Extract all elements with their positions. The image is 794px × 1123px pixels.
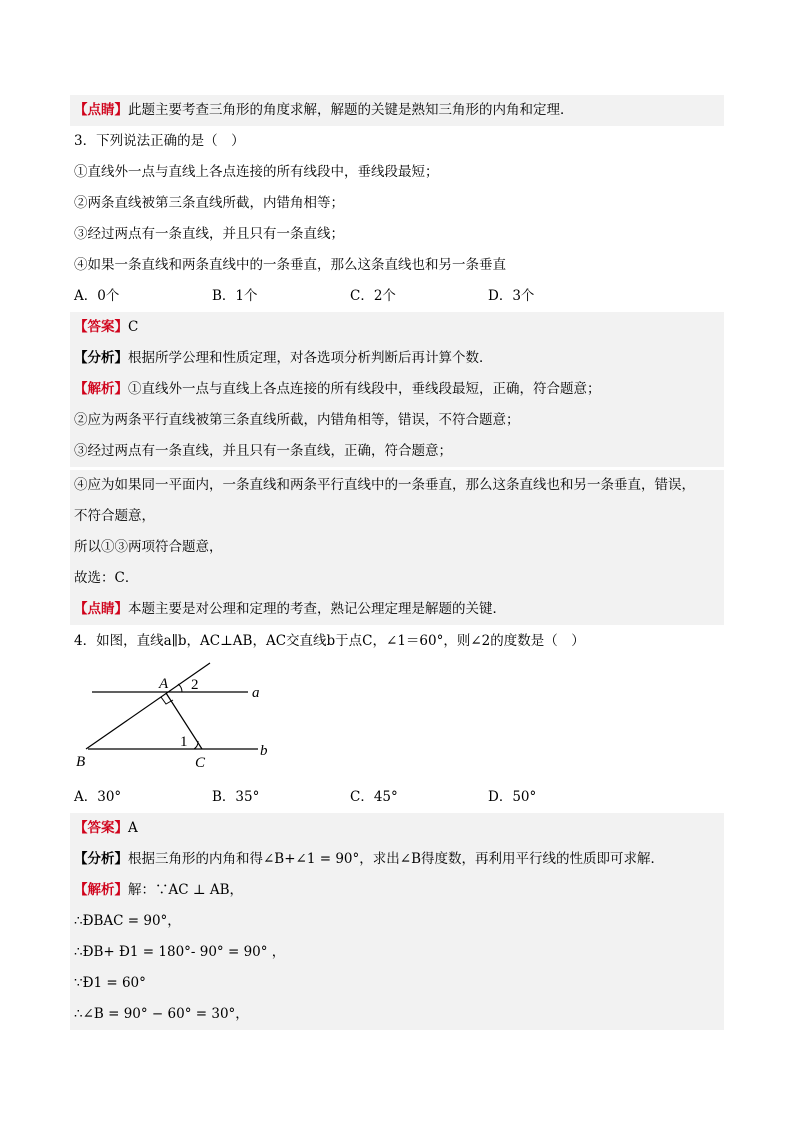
q3-item-1: ①直线外一点与直线上各点连接的所有线段中，垂线段最短； bbox=[74, 164, 439, 180]
analysis-tag: 【分析】 bbox=[74, 350, 128, 366]
option-a: A．0个 bbox=[74, 288, 120, 304]
label-1: 1 bbox=[180, 734, 188, 750]
dianjing-text: 本题主要是对公理和定理的考查，熟记公理定理是解题的关键． bbox=[128, 601, 506, 617]
q3-solution-line-6: 所以①③两项符合题意， bbox=[70, 532, 724, 563]
q3-solution-line-2: ②应为两条平行直线被第三条直线所截，内错角相等，错误，不符合题意； bbox=[70, 405, 724, 436]
q4-solution-line-4: ∵Ð1 = 60° bbox=[70, 968, 724, 999]
q3-analysis-line bbox=[70, 343, 724, 374]
q4-solution-line-3: ∴ÐB+ Ð1 = 180°- 90° = 90° ， bbox=[70, 937, 724, 968]
q4-solution-line-2: ∴ÐBAC = 90°， bbox=[70, 906, 724, 937]
q3-item-3: ③经过两点有一条直线，并且只有一条直线； bbox=[74, 226, 344, 242]
label-b: b bbox=[260, 743, 268, 759]
q3-solution-line-3: ③经过两点有一条直线，并且只有一条直线，正确，符合题意； bbox=[70, 436, 724, 467]
label-2: 2 bbox=[191, 677, 199, 693]
solution-tag: 【解析】 bbox=[74, 381, 128, 397]
label-B: B bbox=[76, 754, 86, 770]
q3-options bbox=[70, 281, 724, 312]
answer-tag: 【答案】 bbox=[74, 319, 128, 335]
q3-dianjing-line bbox=[70, 594, 724, 625]
label-a: a bbox=[252, 685, 260, 701]
q3-solution-line-4: ④应为如果同一平面内，一条直线和两条平行直线中的一条垂直，那么这条直线也和另一条垂直，错误， bbox=[70, 470, 724, 501]
solution-text: ①直线外一点与直线上各点连接的所有线段中，垂线段最短，正确，符合题意； bbox=[128, 381, 601, 397]
label-C: C bbox=[195, 755, 206, 771]
q3-answer-line bbox=[70, 312, 724, 343]
option-b: B．35° bbox=[212, 789, 260, 805]
option-d: D．50° bbox=[488, 789, 537, 805]
option-c: C．45° bbox=[350, 789, 398, 805]
q3-solution-line-1 bbox=[70, 374, 724, 405]
answer-tag: 【答案】 bbox=[74, 820, 128, 836]
q4-stem: 4．如图，直线a∥b，AC⊥AB，AC交直线b于点C，∠1＝60°，则∠2的度数是（ ） bbox=[74, 633, 585, 649]
option-c: C．2个 bbox=[350, 288, 396, 304]
label-A: A bbox=[159, 676, 169, 692]
q4-solution-line-5: ∴∠B = 90° − 60° = 30°， bbox=[70, 999, 724, 1030]
q4-solution-line-1 bbox=[70, 875, 724, 906]
option-a: A．30° bbox=[74, 789, 122, 805]
q4-options bbox=[70, 782, 724, 813]
geometry-figure bbox=[70, 655, 310, 775]
q4-answer-line bbox=[70, 813, 724, 844]
answer-value: A bbox=[128, 820, 138, 836]
answer-value: C bbox=[128, 319, 139, 335]
option-b: B．1个 bbox=[212, 288, 258, 304]
analysis-text: 根据三角形的内角和得∠B+∠1 = 90°，求出∠B得度数，再利用平行线的性质即可求解． bbox=[128, 851, 664, 867]
analysis-text: 根据所学公理和性质定理，对各选项分析判断后再计算个数． bbox=[128, 350, 493, 366]
q3-item-2: ②两条直线被第三条直线所截，内错角相等； bbox=[74, 195, 344, 211]
option-d: D．3个 bbox=[488, 288, 535, 304]
q3-stem: 3．下列说法正确的是（ ） bbox=[74, 133, 245, 149]
dianjing-tag: 【点睛】 bbox=[74, 601, 128, 617]
analysis-tag: 【分析】 bbox=[74, 851, 128, 867]
q2-dianjing-line bbox=[70, 95, 724, 126]
line-ab bbox=[86, 663, 210, 749]
q3-solution-line-7: 故选：C． bbox=[70, 563, 724, 594]
solution-text: 解：∵AC ⊥ AB， bbox=[128, 882, 244, 898]
q3-solution-line-5: 不符合题意， bbox=[70, 501, 724, 532]
dianjing-text: 此题主要考查三角形的角度求解，解题的关键是熟知三角形的内角和定理． bbox=[128, 102, 574, 118]
q4-analysis-line bbox=[70, 844, 724, 875]
q3-item-4: ④如果一条直线和两条直线中的一条垂直，那么这条直线也和另一条垂直 bbox=[74, 257, 506, 273]
dianjing-tag: 【点睛】 bbox=[74, 102, 128, 118]
solution-tag: 【解析】 bbox=[74, 882, 128, 898]
right-angle-mark bbox=[161, 697, 173, 704]
